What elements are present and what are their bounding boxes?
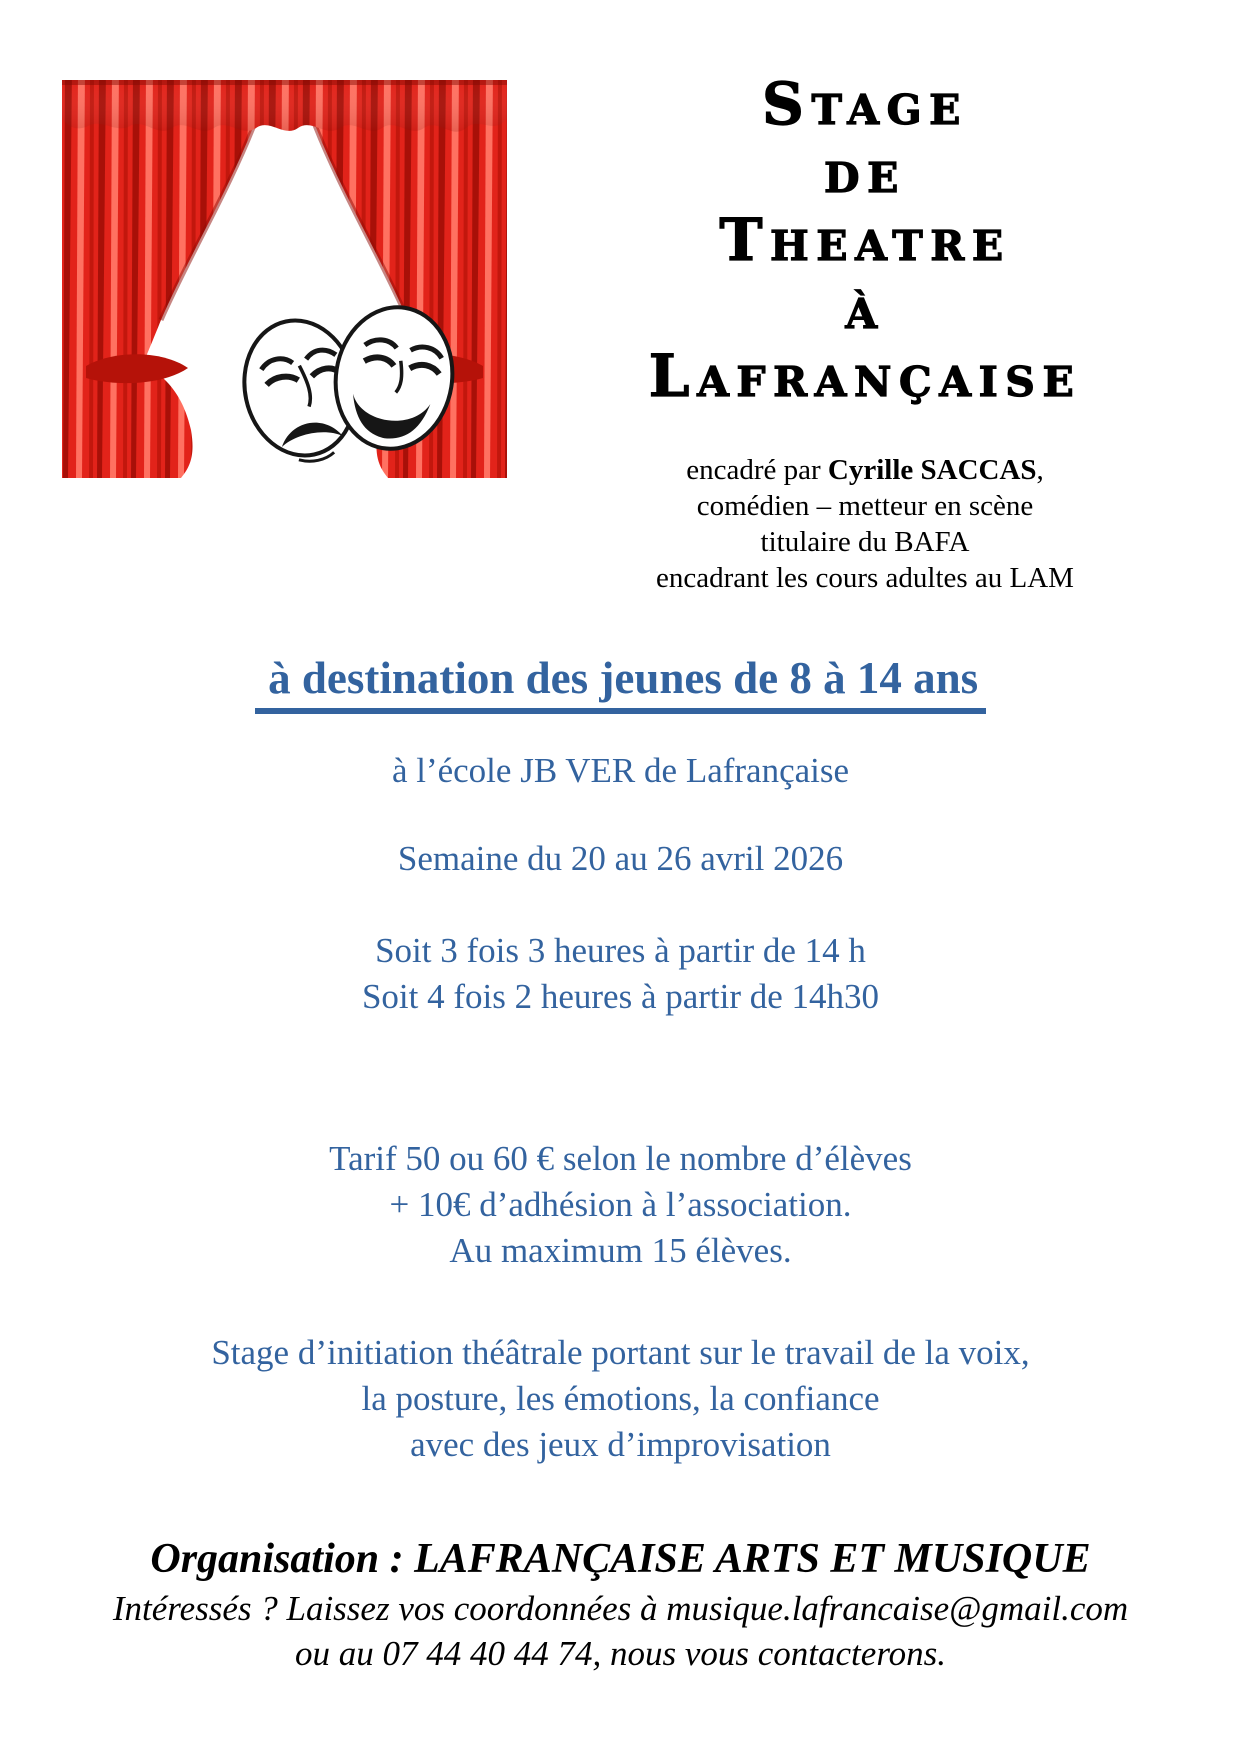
supervisor-name: Cyrille SACCAS [827,454,1037,486]
pricing-line-1: Tarif 50 ou 60 € selon le nombre d’élèves [329,1139,912,1178]
intro-line-3: titulaire du BAFA [760,526,970,558]
title-line-1: Stage [762,70,968,138]
intro-line-1 [540,452,1190,488]
flyer-body [0,640,1241,1676]
intro-suffix: , [1036,454,1044,486]
curtains-masks-illustration [62,66,507,478]
flyer-footer [0,1532,1241,1676]
week-line: Semaine du 20 au 26 avril 2026 [397,839,844,878]
curtain-left-drape [62,100,256,478]
description-line-3: avec des jeux d’improvisation [410,1425,831,1464]
schedule-line-1: Soit 3 fois 3 heures à partir de 14 h [375,931,866,970]
curtain-svg [62,66,507,478]
title-line-3: Theatre [719,206,1011,274]
intro-prefix: encadré par [686,454,828,486]
curtain-valance [62,80,507,132]
organisation-label: Organisation : [150,1536,415,1582]
pricing-line-2: + 10€ d’adhésion à l’association. [389,1185,852,1224]
pricing-group [0,1136,1241,1274]
week-group [0,836,1241,882]
location-group [0,748,1241,794]
contact-line-1: Intéressés ? Laissez vos coordonnées à musique.lafrancaise@gmail.com [112,1589,1129,1628]
title-line-2: de [824,138,906,206]
intro-line-4: encadrant les cours adultes au LAM [656,562,1074,594]
organisation-line [0,1532,1241,1586]
poster-title [520,70,1210,410]
contact-line-2: ou au 07 44 40 44 74, nous vous contacterons. [294,1634,947,1673]
description-line-1: Stage d’initiation théâtrale portant sur le travail de la voix, [211,1333,1030,1372]
title-line-4: à [845,274,885,342]
title-line-5: Lafrançaise [648,342,1082,410]
supervisor-intro [540,452,1190,596]
description-group [0,1330,1241,1468]
description-line-2: la posture, les émotions, la confiance [361,1379,880,1418]
location-line: à l’école JB VER de Lafrançaise [391,751,850,790]
audience-heading-row [0,640,1241,714]
pricing-line-3: Au maximum 15 élèves. [449,1231,792,1270]
schedule-line-2: Soit 4 fois 2 heures à partir de 14h30 [361,977,880,1016]
audience-heading: à destination des jeunes de 8 à 14 ans [255,652,986,714]
organisation-name: LAFRANÇAISE ARTS ET MUSIQUE [414,1536,1091,1582]
schedule-group [0,928,1241,1020]
intro-line-2: comédien – metteur en scène [696,490,1034,522]
